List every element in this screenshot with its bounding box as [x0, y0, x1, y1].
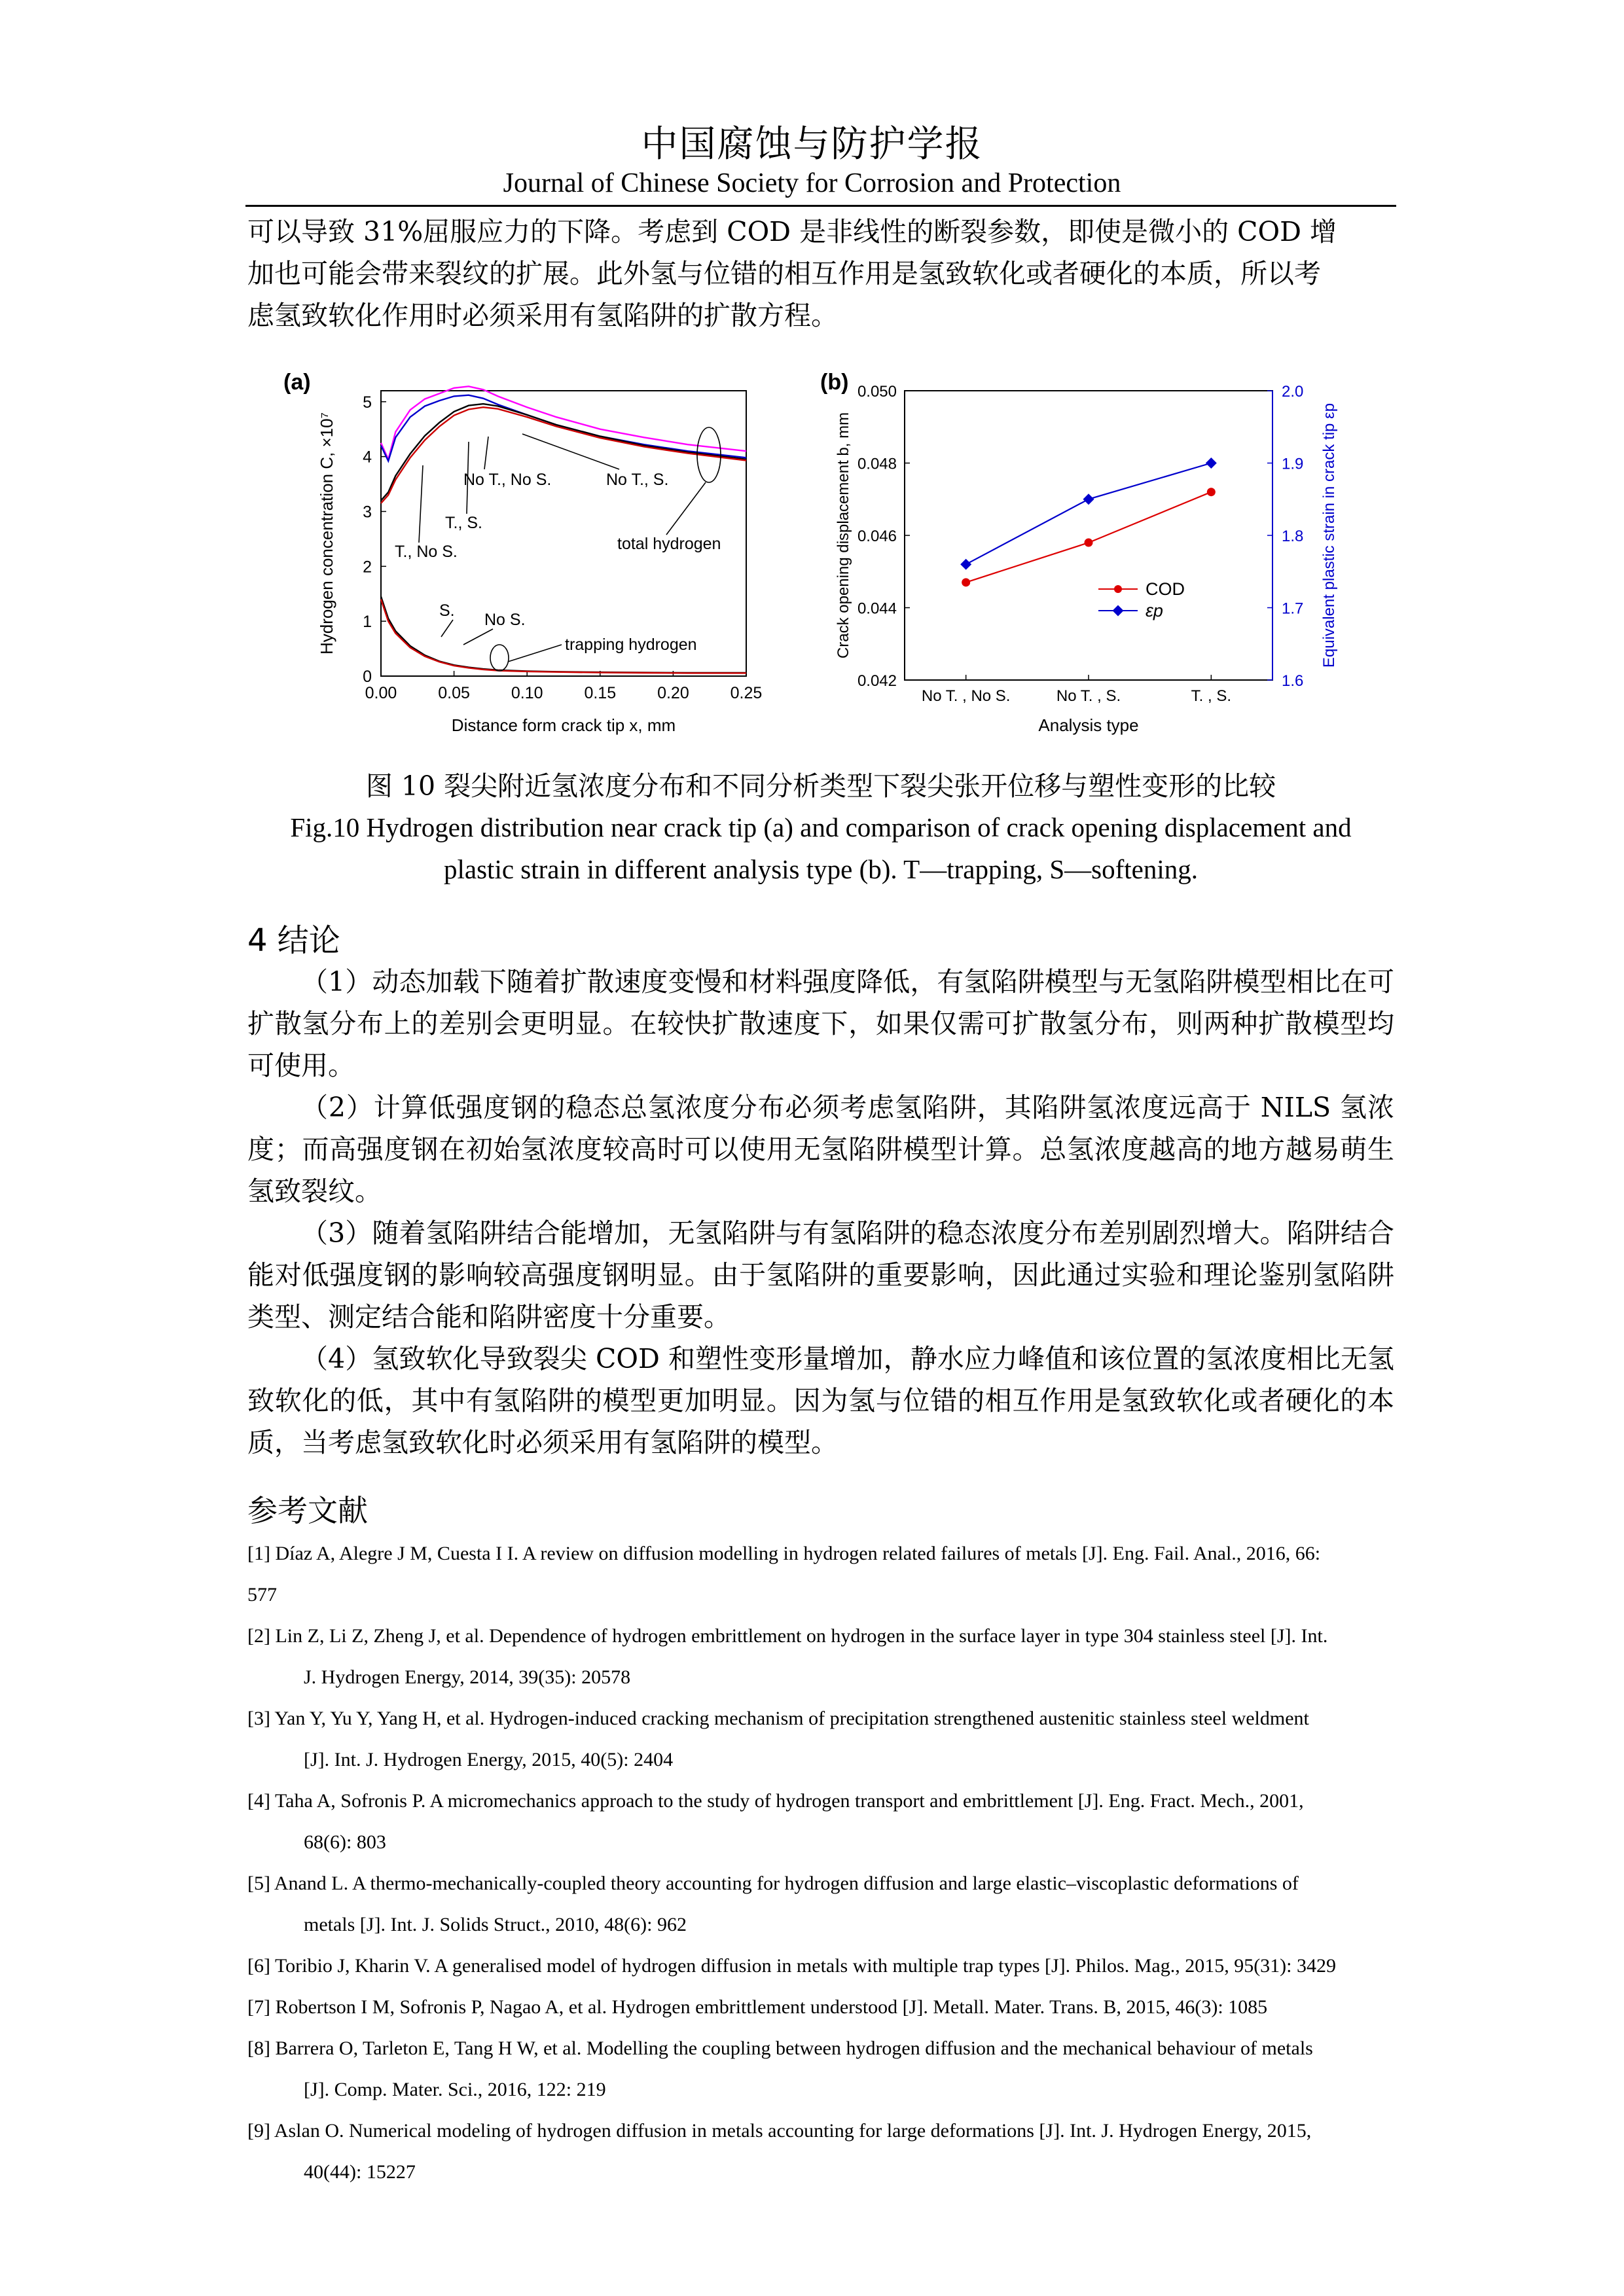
data-point-cod: [1207, 488, 1216, 496]
panel-label-b: (b): [820, 370, 849, 395]
y-tick-label-b: 0.048: [857, 455, 897, 473]
y-tick-label-b: 0.042: [857, 672, 897, 690]
x-tick-label-a: 0.25: [730, 684, 763, 702]
figure-10: [247, 363, 1394, 756]
y2-tick-label-b: 1.9: [1282, 455, 1304, 473]
x-tick-label-a: 0.15: [584, 684, 617, 702]
references-heading: 参考文献: [247, 1493, 368, 1528]
header-rule: [245, 205, 1396, 207]
x-axis-label-b: Analysis type: [1038, 715, 1139, 735]
y-tick-label-a: 3: [363, 503, 372, 522]
intro-line: 虑氢致软化作用时必须采用有氢陷阱的扩散方程。: [247, 300, 838, 331]
annotation-t-no-s: T., No S.: [395, 543, 458, 561]
data-point-cod: [962, 578, 970, 586]
conclusion-paragraph: （2）计算低强度钢的稳态总氢浓度分布必须考虑氢陷阱，其陷阱氢浓度远高于 NILS 氢浓度；而高强度钢在初始氢浓度较高时可以使用无氢陷阱模型计算。总氢浓度越高的地方越易萌生氢致裂纹。: [247, 1092, 1394, 1207]
x-tick-label-a: 0.00: [365, 684, 397, 702]
annotation-t-s: T., S.: [445, 514, 482, 532]
figure-caption-zh: 图 10 裂尖附近氢浓度分布和不同分析类型下裂尖张开位移与塑性变形的比较: [365, 770, 1276, 802]
reference-item: [1] Díaz A, Alegre J M, Cuesta I I. A review on diffusion modelling in hydrogen related failures of metals [J]. Eng. Fail. Anal., 2016, 66: 577: [247, 1543, 1321, 1605]
legend-label-cod: COD: [1146, 579, 1185, 599]
x-axis-label-a: Distance form crack tip x, mm: [451, 715, 676, 735]
journal-title-zh: 中国腐蚀与防护学报: [641, 123, 983, 166]
annotation-no-t-s: No T., S.: [606, 471, 669, 489]
y-tick-label-b: 0.044: [857, 600, 897, 618]
conclusion-paragraph: （4）氢致软化导致裂尖 COD 和塑性变形量增加，静水应力峰值和该位置的氢浓度相比无氢致软化的低，其中有氢陷阱的模型更加明显。因为氢与位错的相互作用是氢致软化或者硬化的本质，当考虑氢致软化时必须采用有氢陷阱的模型。: [247, 1343, 1394, 1458]
reference-item: [9] Aslan O. Numerical modeling of hydrogen diffusion in metals accounting for large deformations [J]. Int. J. Hydrogen Energy, 2015, 40(44): 15227: [247, 2120, 1312, 2183]
series-line-b: [966, 463, 1212, 565]
chart-b: [820, 370, 1338, 735]
series-line-a: [381, 407, 746, 503]
series-line-a: [381, 596, 746, 673]
x-tick-label-a: 0.05: [438, 684, 470, 702]
reference-item: [6] Toribio J, Kharin V. A generalised model of hydrogen diffusion in metals with multiple trap types [J]. Philos. Mag., 2015, 95(31): 3429: [247, 1955, 1337, 1977]
y2-tick-label-b: 1.6: [1282, 672, 1304, 690]
intro-line: 加也可能会带来裂纹的扩展。此外氢与位错的相互作用是氢致软化或者硬化的本质，所以考: [247, 258, 1321, 289]
intro-line: 可以导致 31%屈服应力的下降。考虑到 COD 是非线性的断裂参数，即使是微小的 COD 增: [247, 216, 1337, 247]
reference-item: [3] Yan Y, Yu Y, Yang H, et al. Hydrogen-induced cracking mechanism of precipitation strengthened austenitic stainless steel weldment [J]. Int. J. Hydrogen Energy, 2015, 40(5): 2404: [247, 1708, 1309, 1770]
y2-tick-label-b: 2.0: [1282, 383, 1304, 401]
plot-frame-a: [381, 391, 746, 676]
x-tick-label-b: T. , S.: [1191, 687, 1232, 705]
data-point-ep: [1206, 457, 1217, 469]
chart-a: [283, 370, 762, 735]
y-axis-label-a: Hydrogen concentration C, ×10⁷: [317, 412, 336, 655]
y2-tick-label-b: 1.8: [1282, 528, 1304, 545]
section-heading: 4 结论: [247, 922, 340, 959]
y-tick-label-a: 5: [363, 393, 372, 412]
caption-en-line1: Fig.10 Hydrogen distribution near crack tip (a) and comparison of crack opening displacement and: [290, 812, 1352, 842]
journal-title-en: Journal of Chinese Society for Corrosion and Protection: [503, 168, 1121, 198]
conclusions: [247, 961, 1394, 1463]
x-tick-label-b: No T. , S.: [1056, 687, 1121, 705]
y-tick-label-b: 0.046: [857, 528, 897, 545]
data-point-ep: [960, 559, 971, 570]
y-tick-label-b: 0.050: [857, 383, 897, 401]
reference-item: [8] Barrera O, Tarleton E, Tang H W, et al. Modelling the coupling between hydrogen diffusion and the mechanical behaviour of metals [J]. Comp. Mater. Sci., 2016, 122: 219: [247, 2037, 1313, 2100]
x-tick-label-a: 0.20: [657, 684, 689, 702]
figure-svg: [247, 363, 1394, 756]
x-tick-label-a: 0.10: [511, 684, 543, 702]
caption-en-line2: plastic strain in different analysis type (b). T—trapping, S—softening.: [444, 854, 1198, 884]
data-point-cod: [1085, 539, 1093, 547]
y-tick-label-a: 1: [363, 613, 372, 632]
data-point-ep: [1083, 493, 1094, 505]
intro-paragraph: [247, 211, 1394, 336]
annotation-s: S.: [439, 601, 455, 620]
y2-tick-label-b: 1.7: [1282, 600, 1304, 618]
figure-caption-en: [247, 806, 1394, 890]
annotation-total-hydrogen: total hydrogen: [617, 535, 721, 553]
reference-item: [7] Robertson I M, Sofronis P, Nagao A, et al. Hydrogen embrittlement understood [J]. Metall. Mater. Trans. B, 2015, 46(3): 1085: [247, 1996, 1268, 2018]
reference-item: [5] Anand L. A thermo-mechanically-coupled theory accounting for hydrogen diffusion and large elastic–viscoplastic deformations of metals [J]. Int. J. Solids Struct., 2010, 48(6): 962: [247, 1873, 1299, 1935]
legend-b: [1098, 579, 1185, 620]
references-list: [247, 1533, 1394, 2193]
reference-item: [4] Taha A, Sofronis P. A micromechanics approach to the study of hydrogen transport and embrittlement [J]. Eng. Fract. Mech., 2001, 68(6): 803: [247, 1790, 1304, 1853]
y-tick-label-a: 4: [363, 448, 372, 467]
plot-frame-b: [905, 391, 1272, 680]
annotation-no-t-no-s: No T., No S.: [463, 471, 552, 489]
reference-item: [2] Lin Z, Li Z, Zheng J, et al. Dependence of hydrogen embrittlement on hydrogen in the surface layer in type 304 stainless steel [J]. Int. J. Hydrogen Energy, 2014, 39(35): 20578: [247, 1625, 1328, 1688]
conclusion-paragraph: （3）随着氢陷阱结合能增加，无氢陷阱与有氢陷阱的稳态浓度分布差别剧烈增大。陷阱结合能对低强度钢的影响较高强度钢明显。由于氢陷阱的重要影响，因此通过实验和理论鉴别氢陷阱类型、测定结合能和陷阱密度十分重要。: [247, 1217, 1394, 1333]
y-tick-label-a: 2: [363, 558, 372, 577]
y-tick-label-a: 0: [363, 668, 372, 686]
x-tick-label-b: No T. , No S.: [921, 687, 1011, 705]
series-line-b: [966, 492, 1212, 583]
series-line-a: [381, 386, 746, 459]
legend-label-ep: εp: [1146, 601, 1163, 620]
panel-label-a: (a): [283, 370, 311, 395]
conclusion-paragraph: （1）动态加载下随着扩散速度变慢和材料强度降低，有氢陷阱模型与无氢陷阱模型相比在可扩散氢分布上的差别会更明显。在较快扩散速度下，如果仅需可扩散氢分布，则两种扩散模型均可使用。: [247, 966, 1394, 1081]
annotation-trapping-hydrogen: trapping hydrogen: [565, 636, 697, 654]
y2-axis-label-b: Equivalent plastic strain in crack tip εp: [1320, 403, 1338, 668]
y-axis-label-b: Crack opening displacement b, mm: [835, 412, 852, 659]
annotation-no-s: No S.: [484, 611, 526, 629]
